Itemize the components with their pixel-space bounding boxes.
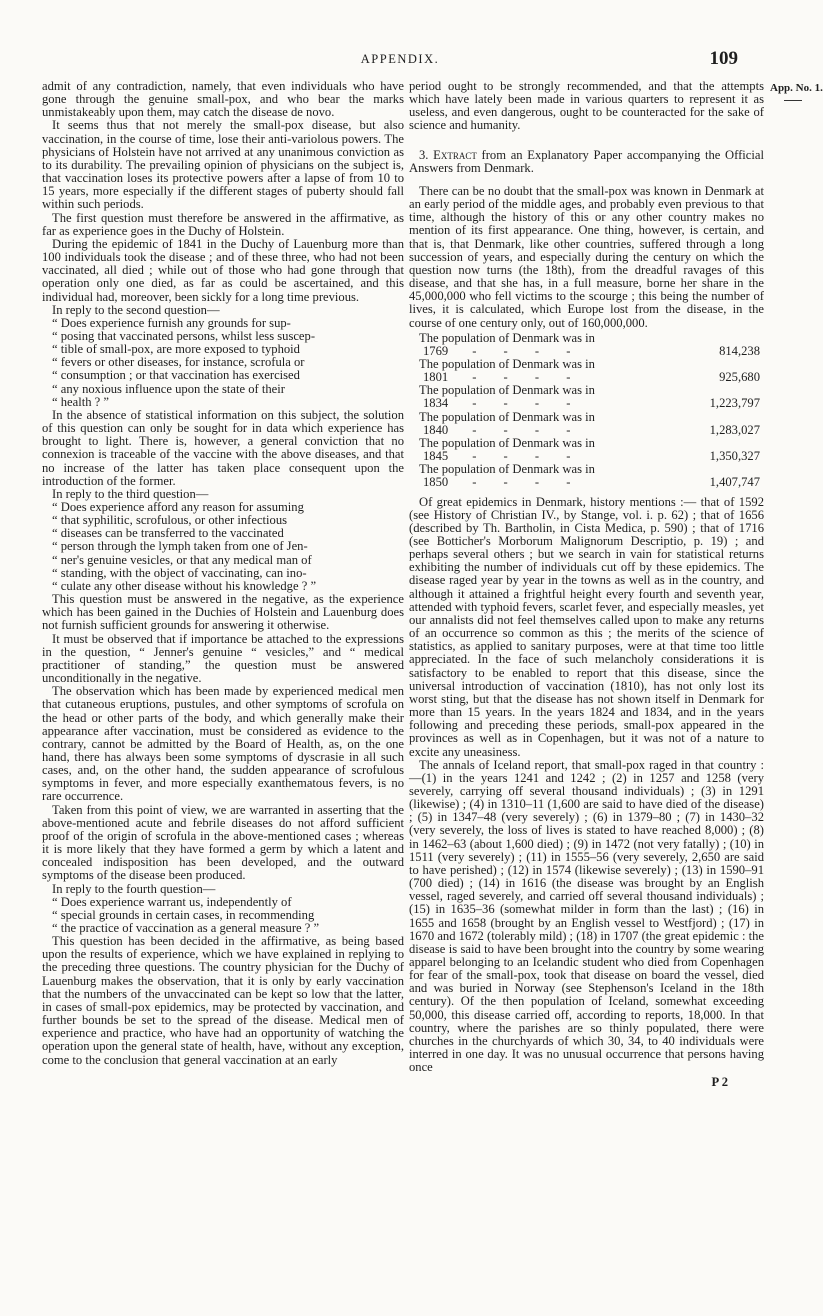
paragraph: In reply to the third question— bbox=[52, 486, 209, 501]
population-table bbox=[409, 332, 764, 490]
population-year-value: 1801 bbox=[423, 370, 449, 385]
section-heading bbox=[409, 149, 764, 175]
paragraph: It seems thus that not merely the small-pox disease, but also vaccination, in the course of time, lose their anti-variolous powers. The physicians of Holstein have not arrived at any unanimous conviction as to its durability. The prevailing opinion of physicians on the subject is, that vaccination loses its protective powers after a lapse of from 10 to 15 years, more especially if the different stages of puberty should fall within such periods. bbox=[42, 118, 404, 212]
paragraph: The first question must therefore be answered in the affirmative, as far as experience goes in the Duchy of Holstein. bbox=[42, 210, 404, 238]
paragraph: admit of any contradiction, namely, that even individuals who have gone through the genuine small-pox, and who bear the marks unmistakeably upon them, may catch the disease de novo. bbox=[42, 79, 404, 120]
paragraph: Of great epidemics in Denmark, history mentions :— that of 1592 (see History of Christian IV., by Stange, vol. i. p. 62) ; that of 1656 (described by Th. Bartholin, in Cista Medica, p. 590) ; that of 1716 (see Botticher's Morborum Malignorum Descriptio, p. 19) ; and perhaps several others ; but we search in vain for statistical returns exhibiting the number of individuals cut off by these epidemics. The disease raged year by year in the towns as well as in the country, and although it attained a frightful height every fourth and seventh year, attended with typhoid fevers, scarlet fever, and especially measles, yet our annalists did not feel themselves called upon to make any returns of an occurrence so common as this ; the merits of the science of statistics, as applied to sanitary purposes, were at that time too little appreciated. In the face of such melancholy considerations it is satisfactory to be enabled to report that this disease, since the universal introduction of vaccination (1810), has not only lost its worst sting, but that the disease has not shown itself in Denmark for more than 15 years. In the years 1824 and 1834, and in the years following and preceding these periods, small-pox appeared in the provinces as well as in Copenhagen, but it was not of a nature to excite any uneasiness. bbox=[409, 494, 764, 759]
population-value: 814,238 bbox=[719, 343, 760, 358]
quote-line: “ that syphilitic, scrofulous, or other infectious bbox=[52, 513, 288, 528]
section-lead: Extract bbox=[433, 147, 477, 162]
right-column bbox=[409, 80, 764, 1090]
paragraph: This question has been decided in the affirmative, as being based upon the results of experience, which we have explained in replying to the preceding three questions. The country physician for the Duchy of Lauenburg makes the observation, that it is only by early vaccination that the numbers of the unvaccinated can be kept so low that the latter, in cases of small-pox epidemics, may be protected by vaccination, and further bounds be set to the spread of the disease. Medical men of experience and practice, who have had an opportunity of watching the operation upon the general state of health, have, without any exception, come to the conclusion that general vaccination at an early bbox=[42, 934, 404, 1067]
paragraph: In reply to the fourth question— bbox=[52, 881, 216, 896]
quote-line: “ Does experience warrant us, independently of bbox=[52, 894, 292, 909]
paragraph: The observation which has been made by experienced medical men that cutaneous eruptions, pustules, and other symptoms of scrofula on the head or other parts of the body, and which generally make their appearance after vaccination, must be considered as evidence to the contrary, cannot be admitted by the Board of Health, as, on the one hand, there has always been some symptoms of dyscrasie in all such cases, and, on the other hand, the sudden appearance of scrofulous symptoms in fever, and more especially exanthematous fevers, is no rare occurrence. bbox=[42, 684, 404, 804]
population-year-value: 1850 bbox=[423, 475, 449, 490]
paragraph: There can be no doubt that the small-pox was known in Denmark at an early period of the middle ages, and probably even previous to that time, although the history of this or any other country makes no mention of its first appearance. One thing, however, is certain, and that is, that Denmark, like other countries, suffered through a long succession of years, and especially during the century on which the question now turns (the 18th), from the dreadful ravages of this disease, and that she has, in a full measure, borne her share in the 45,000,000 who fell victims to the scourge ; this being the number of lives, it is calculated, which Europe lost from the disease, in the course of one century only, out of 160,000,000. bbox=[409, 183, 764, 330]
population-value: 1,350,327 bbox=[709, 449, 760, 464]
population-row bbox=[409, 345, 764, 358]
population-value: 1,407,747 bbox=[709, 475, 760, 490]
section-title: from an Explanatory Paper accompanying the Official Answers from Denmark. bbox=[409, 147, 764, 175]
population-label: The population of Denmark was in bbox=[419, 435, 595, 450]
page-number: 109 bbox=[709, 48, 738, 69]
population-label: The population of Denmark was in bbox=[419, 330, 595, 345]
margin-note bbox=[770, 82, 823, 101]
population-value: 1,283,027 bbox=[709, 422, 760, 437]
running-title: APPENDIX. bbox=[360, 52, 440, 66]
population-leader-dashes: - - - - bbox=[472, 343, 583, 358]
quote-line: “ ner's genuine vesicles, or that any medical man of bbox=[52, 552, 312, 567]
population-year bbox=[409, 345, 680, 358]
population-leader-dashes: - - - - bbox=[472, 449, 583, 464]
population-row bbox=[409, 476, 764, 489]
population-label-row bbox=[409, 411, 764, 424]
population-year bbox=[409, 397, 680, 410]
paragraph: period ought to be strongly recommended, and that the attempts which have lately been made in various quarters to represent it as useless, and even dangerous, ought to be counteracted for the sake of science and humanity. bbox=[409, 79, 764, 133]
population-label: The population of Denmark was in bbox=[419, 356, 595, 371]
population-year-value: 1769 bbox=[423, 343, 449, 358]
paragraph: Taken from this point of view, we are warranted in asserting that the above-mentioned acute and febrile diseases do not afford sufficient proof of the origin of scrofula in the above-mentioned cases ; whereas it is more likely that they have formed a germ by which a latent and concealed indisposition has been developed, and the outward symptoms of the disease been produced. bbox=[42, 802, 404, 883]
population-year bbox=[409, 476, 680, 489]
population-leader-dashes: - - - - bbox=[472, 475, 583, 490]
population-year bbox=[409, 424, 680, 437]
quote-line: “ tible of small-pox, are more exposed to typhoid bbox=[52, 342, 300, 357]
quote-line: “ the practice of vaccination as a general measure ? ” bbox=[52, 921, 320, 935]
section-number: 3. bbox=[419, 147, 429, 162]
population-value: 1,223,797 bbox=[709, 396, 760, 411]
population-value: 925,680 bbox=[719, 370, 760, 385]
paragraph: It must be observed that if importance be attached to the expressions in the question, “ Jenner's genuine “ vesicles,” and “ medical practitioner of standing,” the question must be answered unconditionally in the negative. bbox=[42, 631, 404, 686]
quote-line: “ posing that vaccinated persons, whilst less suscep- bbox=[52, 328, 316, 343]
paragraph: During the epidemic of 1841 in the Duchy of Lauenburg more than 100 individuals took the disease ; and of these three, who had not been vaccinated, all died ; while out of those who had gone through that operation only one died, as far as could be ascertained, and this individual had, moreover, been sickly for a long time previous. bbox=[42, 236, 404, 304]
margin-note-label: App. No. 1. bbox=[770, 82, 823, 94]
question-4-quote bbox=[42, 896, 404, 935]
quote-line: “ culate any other disease without his knowledge ? ” bbox=[52, 578, 317, 593]
population-label-row bbox=[409, 332, 764, 345]
population-leader-dashes: - - - - bbox=[472, 370, 583, 385]
population-row bbox=[409, 397, 764, 410]
quote-line: “ Does experience afford any reason for assuming bbox=[52, 500, 304, 514]
population-row bbox=[409, 424, 764, 437]
population-leader-dashes: - - - - bbox=[472, 422, 583, 437]
question-2-quote bbox=[42, 317, 404, 409]
margin-note-rule bbox=[784, 100, 802, 101]
quote-line: “ standing, with the object of vaccinating, can ino- bbox=[52, 565, 307, 580]
quote-line: “ any noxious influence upon the state of their bbox=[52, 381, 285, 396]
quote-line: “ special grounds in certain cases, in recommending bbox=[52, 907, 315, 922]
quote-line: “ fevers or other diseases, for instance, scrofula or bbox=[52, 355, 305, 370]
paragraph: This question must be answered in the negative, as the experience which has been gained in the Duchies of Holstein and Lauenburg does not furnish sufficient grounds for answering it otherwise. bbox=[42, 592, 404, 633]
population-year-value: 1845 bbox=[423, 449, 449, 464]
paragraph: The annals of Iceland report, that small-pox raged in that country :—(1) in the years 1241 and 1242 ; (2) in 1257 and 1258 (very severely, carrying off several thousand individuals) ; (3) in 1291 (likewise) ; (4) in 1310–11 (1,600 are said to have died of the disease) ; (5) in 1347–48 (very severely) ; (6) in 1379–80 ; (7) in 1430–32 (very severely, the loss of lives is stated to have reached 8,000) ; (8) in 1462–63 (about 1,600 died) ; (9) in 1472 (not very fatally) ; (10) in 1511 (very severely) ; (11) in 1555–56 (very severely, 2,650 are said to have perished) ; (12) in 1574 (likewise severely) ; (13) in 1590–91 (700 died) ; (14) in 1616 (the disease was brought by an English vessel, raged severely, and carried off several thousand individuals) ; (15) in 1635–36 (somewhat milder in form than the last) ; (16) in 1655 and 1658 (brought by an English vessel to Westfjord) ; (17) in 1670 and 1672 (tolerably mild) ; (18) in 1707 (the great epidemic : the disease is said to have been brought into the country by some wearing apparel belonging to an Icelandic student who died from Copenhagen for fear of the small-pox, took that disease on board the vessel, died and was buried in Norway (see Stephenson's Iceland in the 18th century). Of the then population of Iceland, somewhat exceeding 50,000, this disease carried off, according to reports, 18,000. In that country, where the parishes are so thinly populated, there were churches in the churchyards of which 30, 34, to 40 individuals were interred in one day. It was no unusual occurrence that persons having once bbox=[409, 757, 764, 1075]
quote-line: “ Does experience furnish any grounds for sup- bbox=[52, 315, 291, 330]
quote-line: “ health ? ” bbox=[52, 394, 109, 409]
left-column bbox=[42, 80, 404, 1067]
paragraph: In the absence of statistical information on this subject, the solution of this question can only be sought for in data which experience has brought to light. There is, however, a general conviction that no connexion is traceable of the vaccine with the above diseases, and that no increase of the latter has taken place consequent upon the introduction of the former. bbox=[42, 407, 404, 488]
population-label: The population of Denmark was in bbox=[419, 409, 595, 424]
population-year-value: 1840 bbox=[423, 422, 449, 437]
quote-line: “ diseases can be transferred to the vaccinated bbox=[52, 526, 284, 541]
question-3-quote bbox=[42, 501, 404, 593]
population-label: The population of Denmark was in bbox=[419, 462, 595, 477]
population-year-value: 1834 bbox=[423, 396, 449, 411]
signature-mark: P 2 bbox=[711, 1075, 728, 1090]
population-label: The population of Denmark was in bbox=[419, 383, 595, 398]
paragraph: In reply to the second question— bbox=[52, 302, 220, 317]
quote-line: “ consumption ; or that vaccination has exercised bbox=[52, 368, 300, 383]
population-leader-dashes: - - - - bbox=[472, 396, 583, 411]
running-head bbox=[40, 48, 760, 72]
quote-line: “ person through the lymph taken from one of Jen- bbox=[52, 539, 308, 554]
